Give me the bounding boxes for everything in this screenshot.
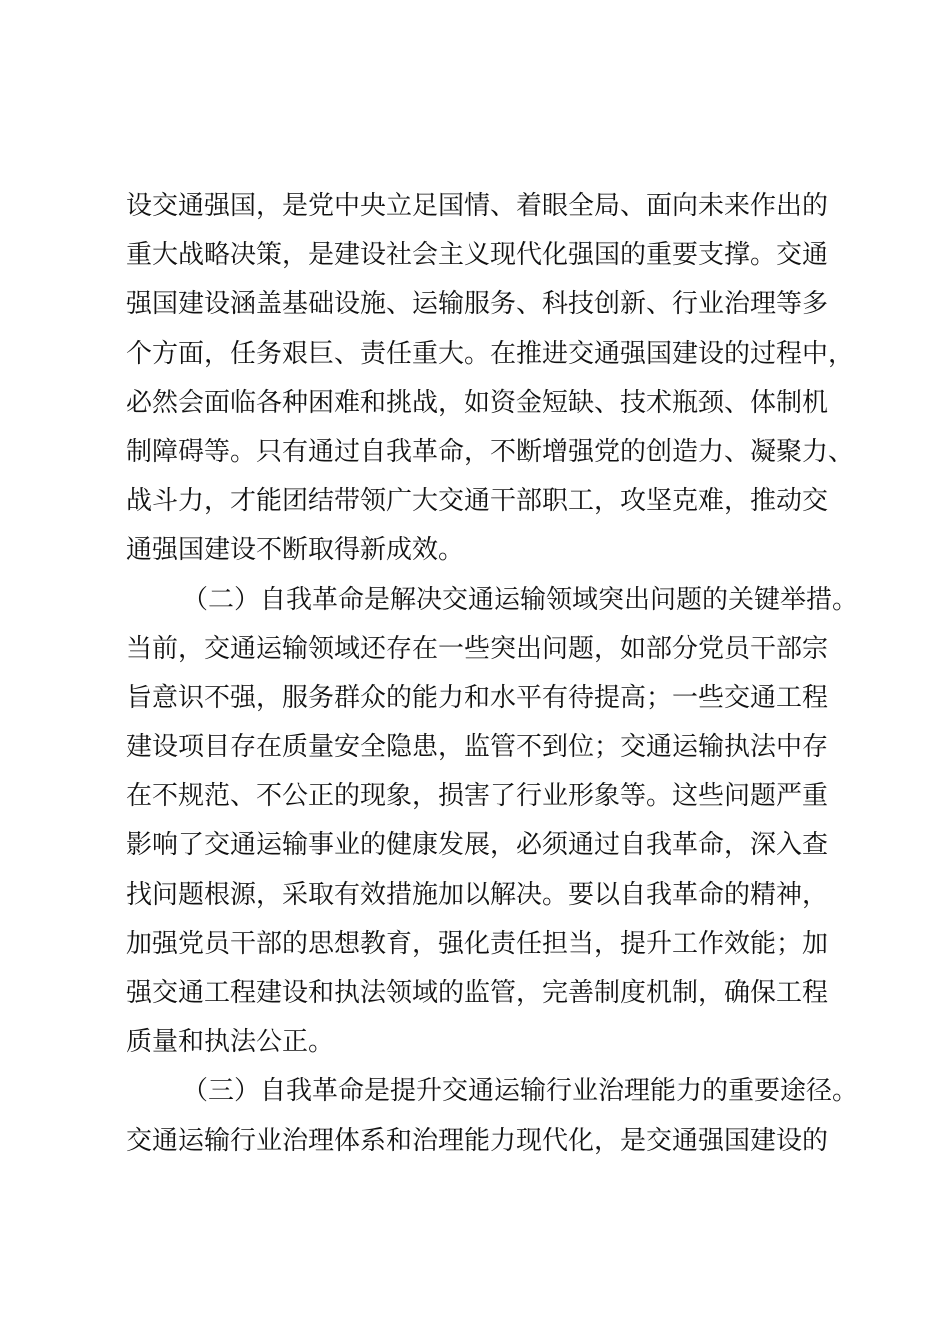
text-line: 加强党员干部的思想教育，强化责任担当，提升工作效能；加 — [126, 928, 829, 959]
section-heading-line: （三）自我革命是提升交通运输行业治理能力的重要途径。 — [182, 1076, 859, 1107]
text-line: 设交通强国，是党中央立足国情、着眼全局、面向未来作出的 — [126, 191, 829, 221]
text-line: 找问题根源，采取有效措施加以解决。要以自我革命的精神， — [126, 879, 829, 910]
text-line: 必然会面临各种困难和挑战，如资金短缺、技术瓶颈、体制机 — [126, 387, 829, 418]
text-line: 建设项目存在质量安全隐患，监管不到位；交通运输执法中存 — [126, 732, 829, 763]
text-line: 强交通工程建设和执法领域的监管，完善制度机制，确保工程 — [126, 978, 829, 1008]
text-line: 强国建设涵盖基础设施、运输服务、科技创新、行业治理等多 — [126, 289, 829, 320]
text-line: 通强国建设不断取得新成效。 — [126, 535, 465, 566]
text-line: 战斗力，才能团结带领广大交通干部职工，攻坚克难，推动交 — [126, 486, 829, 517]
text-line: 个方面，任务艰巨、责任重大。在推进交通强国建设的过程中， — [126, 338, 855, 369]
text-line: 制障碍等。只有通过自我革命，不断增强党的创造力、凝聚力、 — [126, 436, 855, 467]
text-line: 质量和执法公正。 — [126, 1027, 335, 1058]
text-line: 在不规范、不公正的现象，损害了行业形象等。这些问题严重 — [126, 781, 829, 812]
text-line: 旨意识不强，服务群众的能力和水平有待提高；一些交通工程 — [126, 682, 829, 713]
text-line: 影响了交通运输事业的健康发展，必须通过自我革命，深入查 — [126, 830, 829, 861]
section-heading-line: （二）自我革命是解决交通运输领域突出问题的关键举措。 — [182, 584, 859, 615]
text-line: 重大战略决策，是建设社会主义现代化强国的重要支撑。交通 — [126, 240, 829, 271]
body-text — [126, 182, 859, 1166]
text-line: 当前，交通运输领域还存在一些突出问题，如部分党员干部宗 — [126, 633, 829, 664]
text-line: 交通运输行业治理体系和治理能力现代化，是交通强国建设的 — [126, 1125, 829, 1156]
